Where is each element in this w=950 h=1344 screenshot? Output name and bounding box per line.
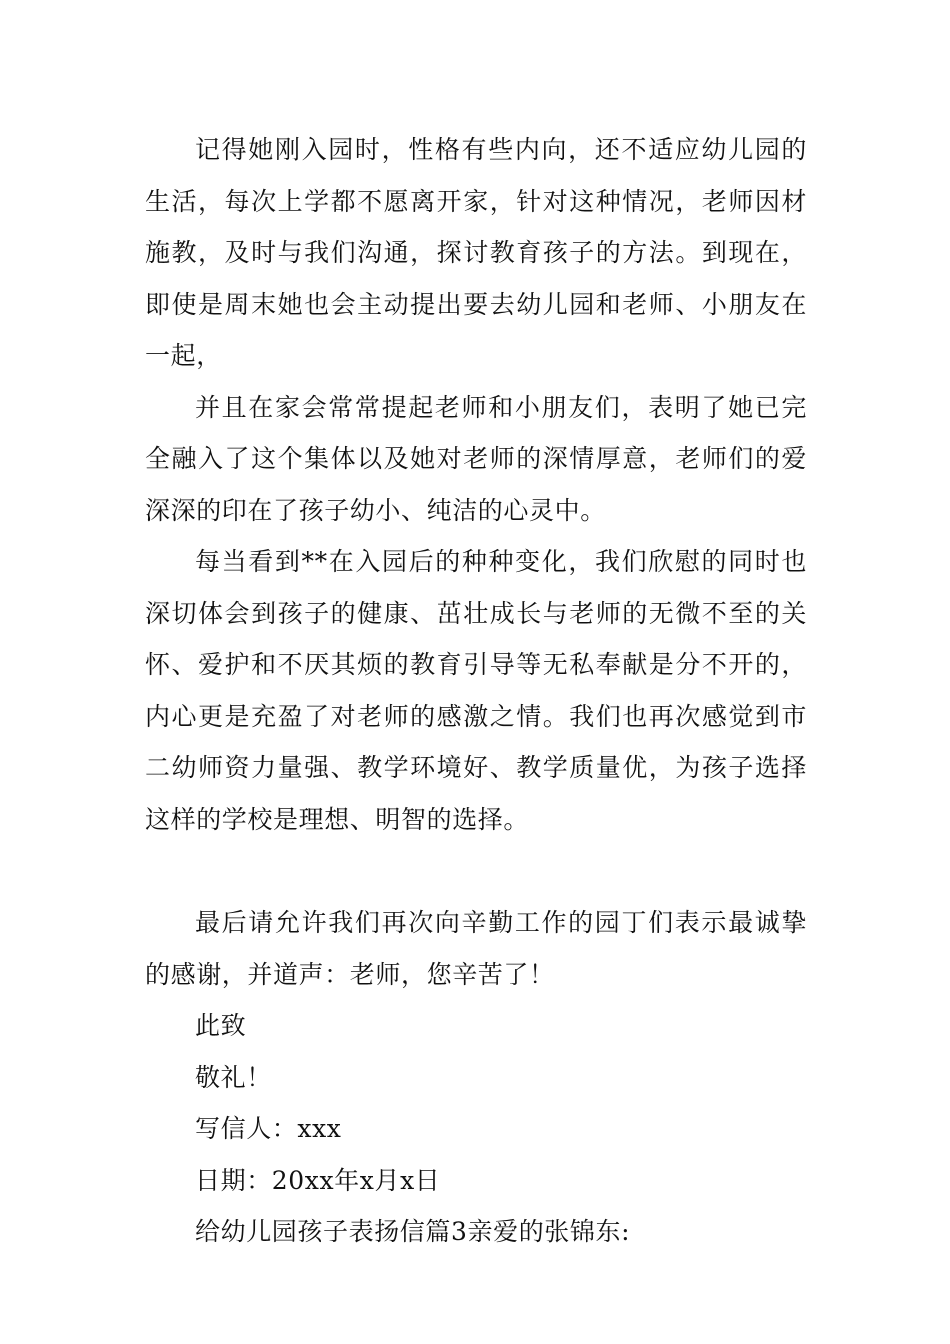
- salutation-line: 此致: [195, 1011, 247, 1040]
- paragraph-3: 每当看到**在入园后的种种变化，我们欣慰的同时也深切体会到孩子的健康、茁壮成长与老师的无微不至的关怀、爱护和不厌其烦的教育引导等无私奉献是分不开的，内心更是充盈了对老师的感激之情。我们也再次感觉到市二幼师资力量强、教学环境好、教学质量优，为孩子选择这样的学校是理想、明智的选择。: [145, 547, 807, 834]
- paragraph-2: 并且在家会常常提起老师和小朋友们，表明了她已完全融入了这个集体以及她对老师的深情厚意，老师们的爱深深的印在了孩子幼小、纯洁的心灵中。: [145, 392, 807, 525]
- closing-paragraph: 最后请允许我们再次向辛勤工作的园丁们表示最诚挚的感谢，并道声：老师，您辛苦了！: [145, 908, 807, 989]
- writer-line: 写信人：xxx: [195, 1114, 342, 1143]
- paragraph-gap: [145, 845, 807, 897]
- document-page: [145, 124, 807, 1258]
- respect-line: 敬礼！: [195, 1062, 272, 1092]
- next-letter-title: 给幼儿园孩子表扬信篇3亲爱的张锦东:: [195, 1217, 631, 1246]
- date-line: 日期：20xx年x月x日: [195, 1165, 441, 1195]
- paragraph-1: 记得她刚入园时，性格有些内向，还不适应幼儿园的生活，每次上学都不愿离开家，针对这种情况，老师因材施教，及时与我们沟通，探讨教育孩子的方法。到现在，即使是周末她也会主动提出要去幼儿园和老师、小朋友在一起，: [145, 135, 807, 370]
